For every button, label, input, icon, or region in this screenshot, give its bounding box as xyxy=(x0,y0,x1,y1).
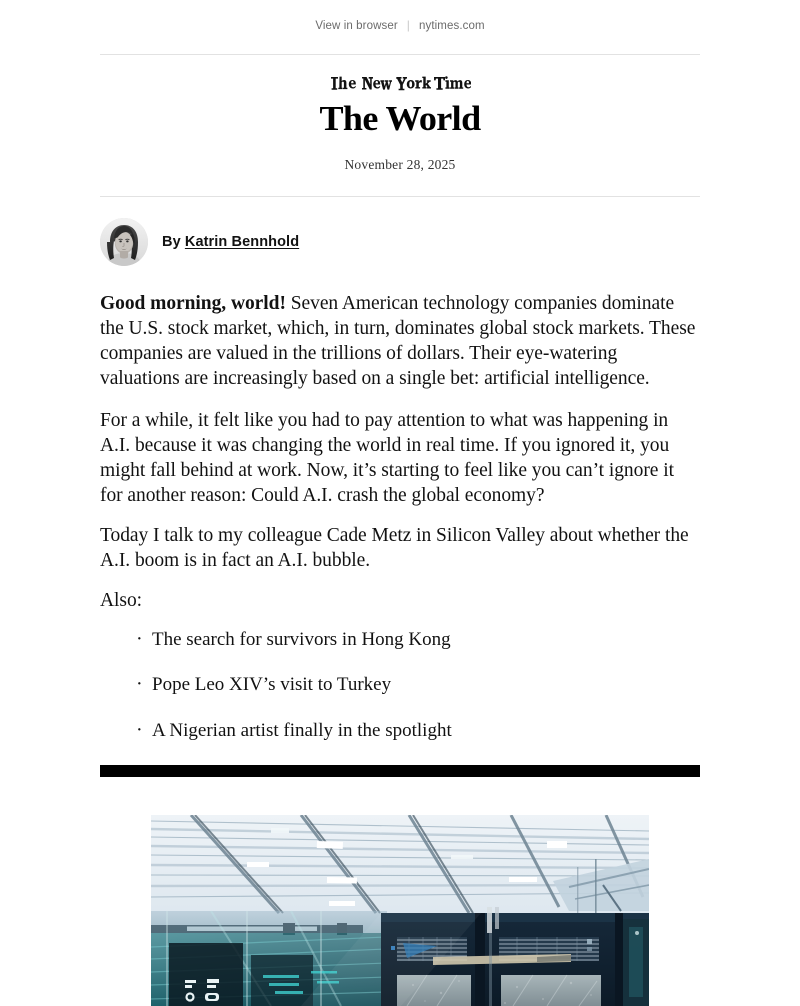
nytimes-site-link[interactable]: nytimes.com xyxy=(419,20,485,32)
paragraph-intro-rest: Seven American technology companies dominate the U.S. stock market, which, in turn, dominates global stock markets. These companies are valued in the trillions of dollars. Their eye-watering valuations are increasingly based on a single bet: artificial intelligence. xyxy=(100,293,696,390)
avatar xyxy=(100,218,148,266)
also-bullet-list xyxy=(100,628,700,743)
author-link[interactable]: Katrin Bennhold xyxy=(184,234,300,250)
list-item[interactable]: · A Nigerian artist finally in the spotlight xyxy=(138,719,700,743)
masthead xyxy=(0,55,800,173)
paragraph-intro-lead: Good morning, world! xyxy=(100,293,286,314)
newsletter-title: The World xyxy=(319,99,481,138)
view-in-browser-link[interactable]: View in browser xyxy=(315,20,398,32)
nyt-wordmark[interactable] xyxy=(0,74,800,91)
preheader-separator: | xyxy=(406,18,411,32)
preheader-bar xyxy=(0,0,800,32)
byline-prefix: By xyxy=(162,234,185,250)
hero-image[interactable] xyxy=(151,815,649,1006)
body-copy xyxy=(100,266,700,743)
list-item[interactable]: · The search for survivors in Hong Kong xyxy=(138,628,700,652)
paragraph-intro xyxy=(100,291,700,392)
byline xyxy=(100,218,700,266)
also-label: Also: xyxy=(100,590,143,612)
issue-date: November 28, 2025 xyxy=(344,157,456,172)
byline-text xyxy=(162,234,299,250)
paragraph-2: For a while, it felt like you had to pay attention to what was happening in A.I. because it was changing the world in real time. If you ignored it, you might fall behind at work. Now, it’s starting to feel like you can’t ignore it for another reason: Could A.I. crash the global economy? xyxy=(100,409,674,506)
section-divider-bar xyxy=(100,765,700,777)
paragraph-3: Today I talk to my colleague Cade Metz in Silicon Valley about whether the A.I. boom is in fact an A.I. bubble. xyxy=(100,525,689,572)
divider-under-masthead xyxy=(100,196,700,197)
list-item[interactable]: · Pope Leo XIV’s visit to Turkey xyxy=(138,673,700,697)
